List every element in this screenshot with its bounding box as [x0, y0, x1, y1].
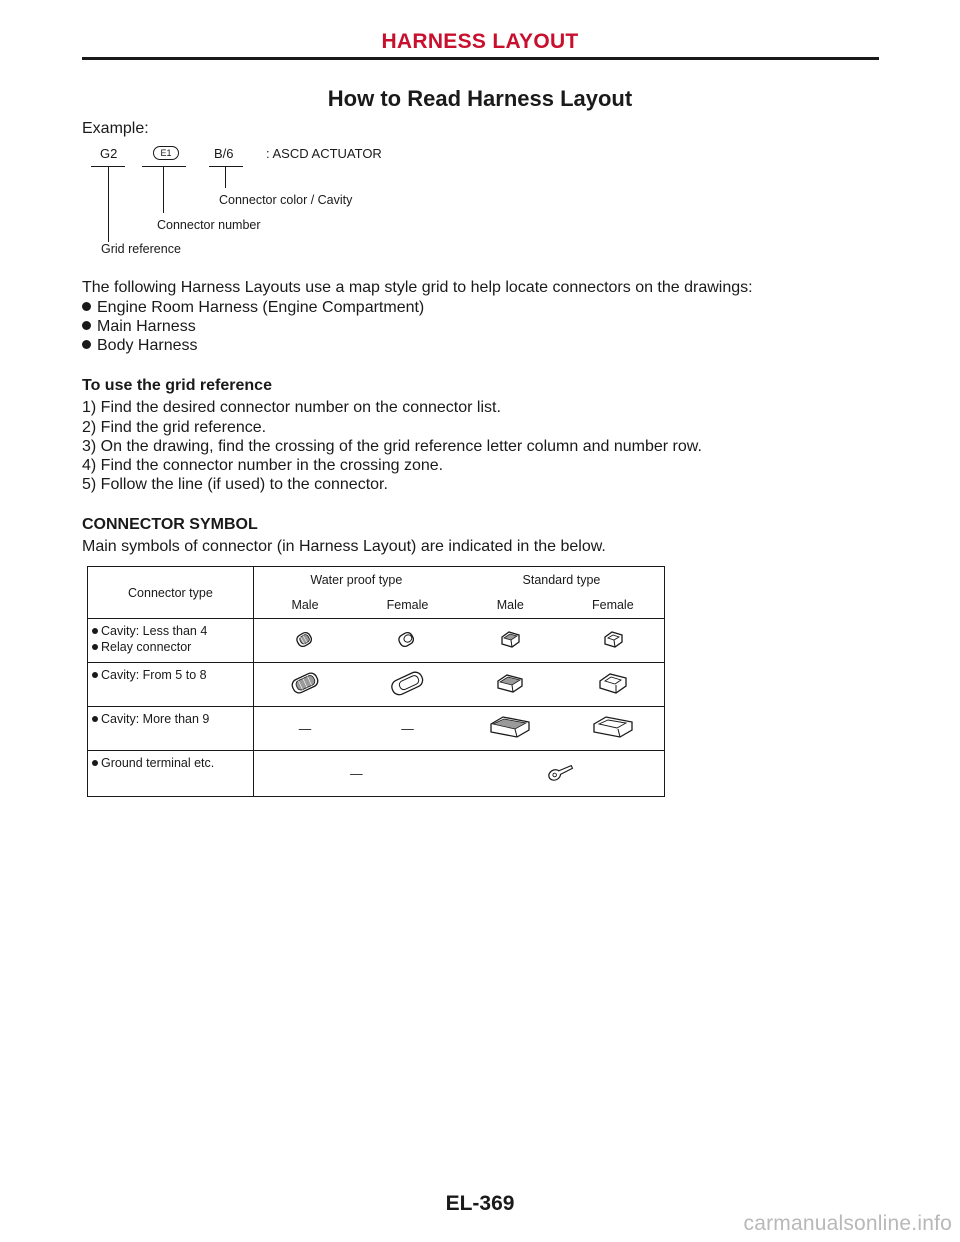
grid-heading: To use the grid reference: [82, 377, 272, 394]
waterproof-female-small-icon: [356, 619, 459, 663]
connector-underline: [142, 166, 186, 167]
connector-leader-line: [163, 166, 164, 213]
header-rule: [82, 57, 879, 60]
step-item: 1) Find the desired connector number on the connector list.: [82, 399, 501, 416]
waterproof-female-medium-icon: [356, 663, 459, 707]
step-item: 3) On the drawing, find the crossing of the grid reference letter column and number row.: [82, 438, 702, 455]
bullet-icon: [82, 340, 91, 349]
standard-male-medium-icon: [459, 663, 562, 707]
list-item: Engine Room Harness (Engine Compartment): [82, 298, 424, 317]
header-male: Male: [253, 593, 356, 619]
symbol-heading: CONNECTOR SYMBOL: [82, 516, 258, 533]
example-label: Example:: [82, 120, 149, 137]
bullet-icon: [92, 672, 98, 678]
standard-female-large-icon: [562, 707, 665, 751]
bullet-icon: [92, 628, 98, 634]
connector-number-badge: E1: [153, 146, 179, 160]
row-type-cell: Cavity: More than 9: [88, 707, 254, 751]
header-female: Female: [562, 593, 665, 619]
example-grid-code: G2: [100, 146, 118, 161]
section-title: How to Read Harness Layout: [327, 86, 633, 111]
waterproof-male-small-icon: [253, 619, 356, 663]
header-male: Male: [459, 593, 562, 619]
waterproof-male-medium-icon: [253, 663, 356, 707]
standard-female-small-icon: [562, 619, 665, 663]
step-item: 4) Find the connector number in the crossing zone.: [82, 457, 444, 474]
standard-male-large-icon: [459, 707, 562, 751]
color-leader-line: [225, 166, 226, 188]
connector-symbol-table: [87, 566, 665, 797]
ground-terminal-icon: [459, 751, 665, 797]
header-standard: Standard type: [459, 567, 665, 593]
example-connector-name: : ASCD ACTUATOR: [266, 146, 382, 161]
standard-male-small-icon: [459, 619, 562, 663]
ground-waterproof-na: —: [253, 751, 459, 797]
bullet-icon: [92, 760, 98, 766]
callout-connector-number: Connector number: [157, 218, 261, 232]
callout-connector-color: Connector color / Cavity: [219, 193, 353, 207]
watermark: carmanualsonline.info: [743, 1212, 952, 1235]
header-water-proof: Water proof type: [253, 567, 459, 593]
callout-grid-reference: Grid reference: [101, 242, 181, 256]
page-header-title: HARNESS LAYOUT: [381, 30, 579, 53]
symbol-intro: Main symbols of connector (in Harness Layout) are indicated in the below.: [82, 538, 606, 555]
standard-female-medium-icon: [562, 663, 665, 707]
waterproof-male-large-na: —: [253, 707, 356, 751]
step-item: 5) Follow the line (if used) to the connector.: [82, 476, 388, 493]
intro-paragraph: The following Harness Layouts use a map style grid to help locate connectors on the drawings:: [82, 279, 753, 296]
row-type-cell: Cavity: From 5 to 8: [88, 663, 254, 707]
waterproof-female-large-na: —: [356, 707, 459, 751]
list-item: Body Harness: [82, 336, 198, 355]
list-item: Main Harness: [82, 317, 196, 336]
bullet-icon: [82, 321, 91, 330]
color-underline: [209, 166, 243, 167]
row-type-cell: Cavity: Less than 4 Relay connector: [88, 619, 254, 663]
grid-leader-line: [108, 166, 109, 242]
bullet-icon: [92, 716, 98, 722]
header-connector-type: Connector type: [88, 567, 254, 619]
step-item: 2) Find the grid reference.: [82, 419, 267, 436]
example-color-cavity: B/6: [214, 146, 234, 161]
page-number: EL-369: [445, 1192, 515, 1215]
bullet-icon: [92, 644, 98, 650]
bullet-icon: [82, 302, 91, 311]
row-type-cell: Ground terminal etc.: [88, 751, 254, 797]
header-female: Female: [356, 593, 459, 619]
